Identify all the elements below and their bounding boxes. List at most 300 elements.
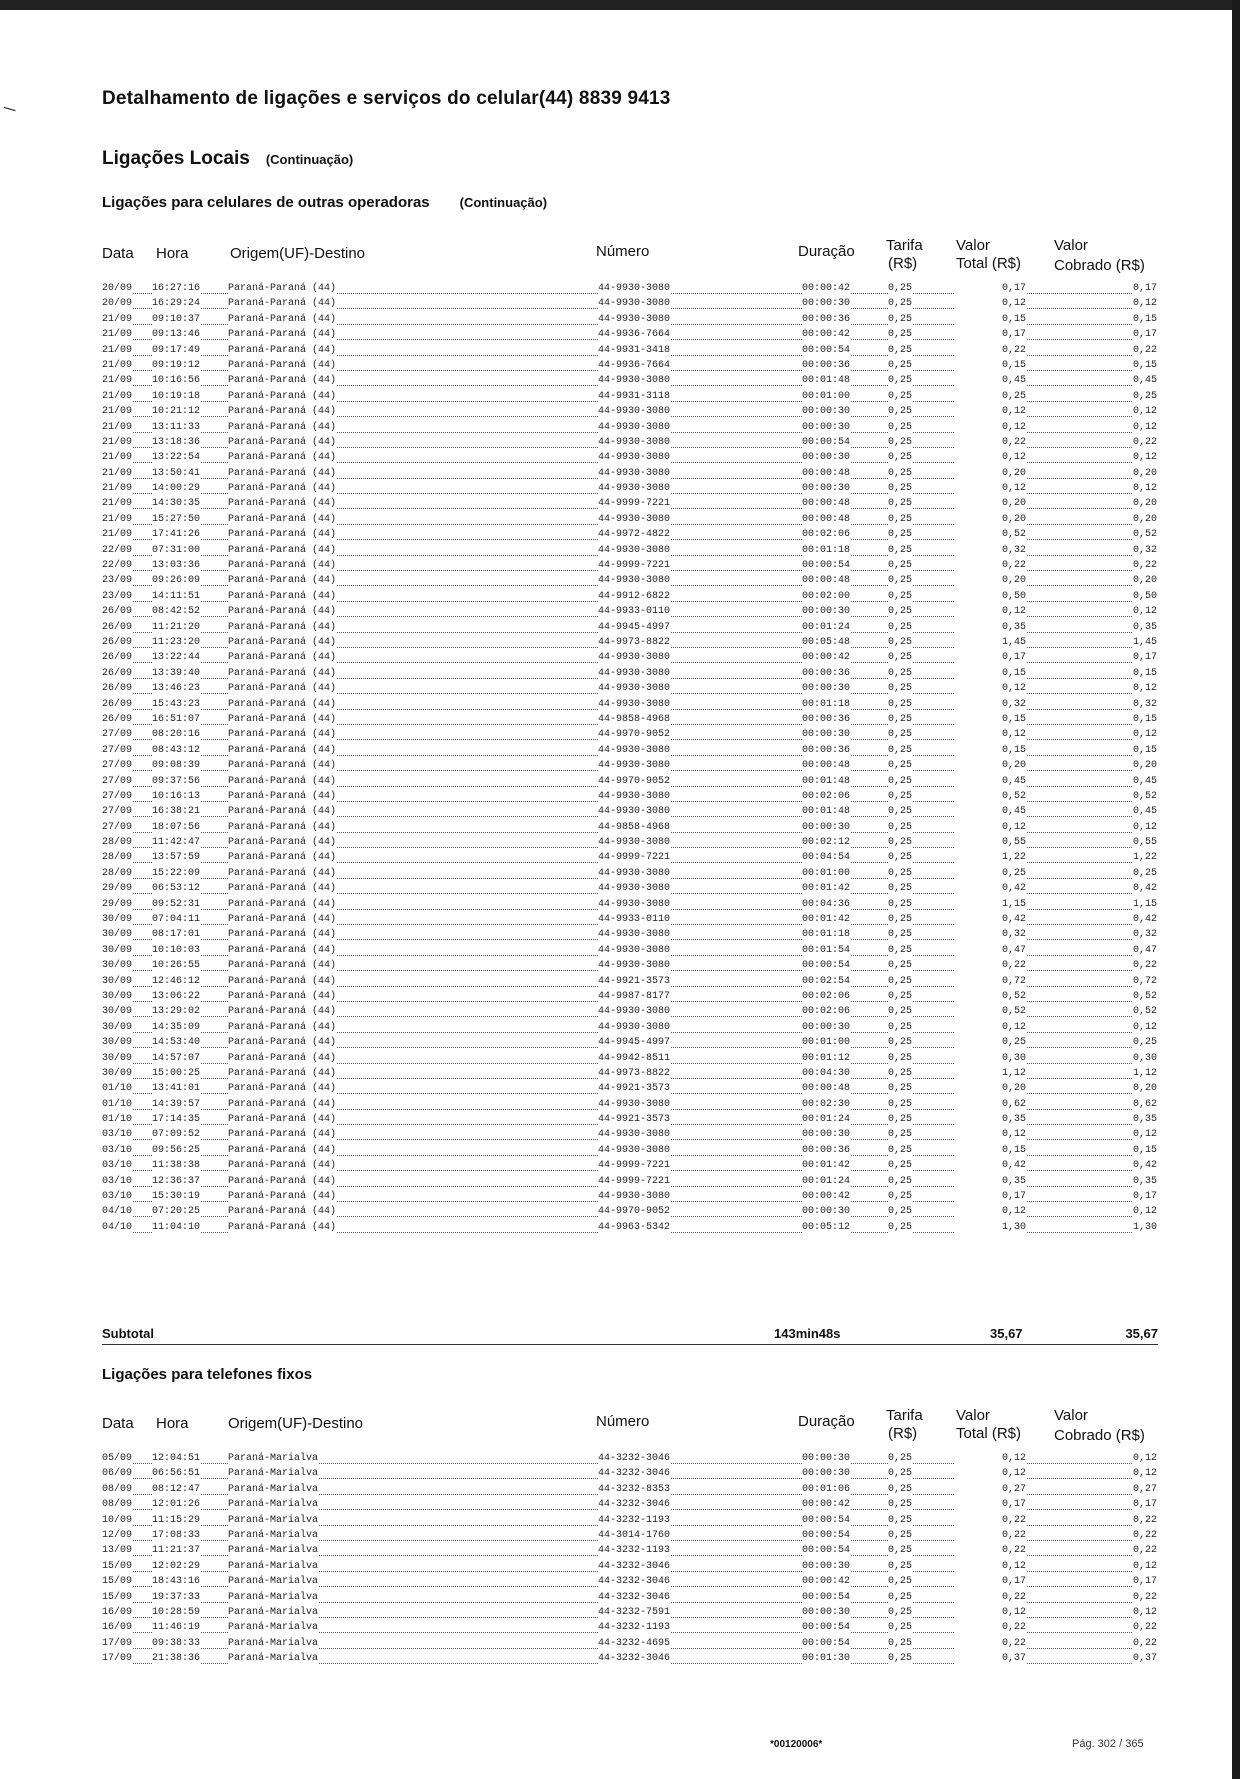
call-rate: 0,25 [888, 1160, 913, 1172]
call-origin: Paraná-Marialva [228, 1637, 319, 1649]
call-date: 03/10 [102, 1191, 133, 1203]
call-charged: 0,12 [1132, 483, 1157, 495]
table-row [102, 944, 1158, 959]
call-date: 27/09 [102, 806, 133, 818]
table-row [102, 1005, 1158, 1020]
call-number: 44-9921-3573 [598, 1114, 671, 1126]
call-origin: Paraná-Paraná (44) [228, 359, 337, 371]
call-time: 11:23:20 [152, 636, 201, 648]
call-number: 44-9930-3080 [598, 313, 671, 325]
call-total: 0,55 [954, 837, 1027, 849]
call-total: 0,12 [954, 683, 1027, 695]
col-cobrado: Valor [1054, 1407, 1088, 1424]
call-time: 11:21:20 [152, 621, 201, 633]
call-total: 0,37 [954, 1653, 1027, 1665]
call-number: 44-9945-4997 [598, 1037, 671, 1049]
call-duration: 00:01:42 [802, 914, 851, 926]
call-origin: Paraná-Paraná (44) [228, 1052, 337, 1064]
table-header-fixed [102, 1407, 1158, 1445]
call-rate: 0,25 [888, 990, 913, 1002]
call-number: 44-3232-8353 [598, 1483, 671, 1495]
col-cobrado-unit: Cobrado (R$) [1054, 257, 1145, 274]
call-date: 26/09 [102, 621, 133, 633]
call-rate: 0,25 [888, 852, 913, 864]
call-date: 01/10 [102, 1114, 133, 1126]
call-total: 0,25 [954, 391, 1027, 403]
call-duration: 00:00:36 [802, 359, 851, 371]
call-time: 18:07:56 [152, 821, 201, 833]
call-date: 26/09 [102, 698, 133, 710]
call-charged: 0,42 [1132, 914, 1157, 926]
barcode-text: *00120006* [770, 1739, 823, 1750]
call-origin: Paraná-Paraná (44) [228, 313, 337, 325]
call-number: 44-9973-8822 [598, 636, 671, 648]
call-time: 12:04:51 [152, 1453, 201, 1464]
table-row [102, 790, 1158, 805]
call-date: 12/09 [102, 1529, 133, 1541]
call-number: 44-3232-3046 [598, 1591, 671, 1603]
call-date: 27/09 [102, 729, 133, 741]
call-origin: Paraná-Paraná (44) [228, 1144, 337, 1156]
call-number: 44-9930-3080 [598, 544, 671, 556]
call-origin: Paraná-Paraná (44) [228, 683, 337, 695]
table-row [102, 1190, 1158, 1205]
call-duration: 00:00:48 [802, 760, 851, 772]
call-origin: Paraná-Paraná (44) [228, 636, 337, 648]
call-origin: Paraná-Paraná (44) [228, 960, 337, 972]
call-charged: 1,45 [1132, 636, 1157, 648]
call-total: 0,22 [954, 1545, 1027, 1557]
call-origin: Paraná-Marialva [228, 1499, 319, 1511]
table-row [102, 728, 1158, 743]
call-total: 0,22 [954, 1515, 1027, 1527]
call-time: 14:57:07 [152, 1052, 201, 1064]
call-duration: 00:00:30 [802, 683, 851, 695]
call-charged: 0,37 [1132, 1653, 1157, 1665]
call-rate: 0,25 [888, 775, 913, 787]
call-time: 11:42:47 [152, 837, 201, 849]
call-charged: 0,25 [1132, 390, 1157, 402]
call-date: 30/09 [102, 929, 133, 941]
call-time: 15:43:23 [152, 698, 201, 710]
call-charged: 0,25 [1132, 867, 1157, 879]
col-total: Valor [956, 1407, 990, 1424]
call-number: 44-9930-3080 [598, 436, 671, 448]
call-charged: 0,22 [1132, 960, 1157, 972]
table-row [102, 390, 1158, 405]
table-row [102, 1544, 1158, 1559]
call-rate: 0,25 [888, 329, 913, 341]
call-number: 44-9930-3080 [598, 1129, 671, 1141]
call-origin: Paraná-Paraná (44) [228, 760, 337, 772]
call-number: 44-9936-7664 [598, 329, 671, 341]
call-total: 0,20 [954, 1083, 1027, 1095]
table-row [102, 421, 1158, 436]
table-row [102, 405, 1158, 420]
call-list-mobile [102, 282, 1158, 1236]
col-hora: Hora [156, 245, 189, 262]
call-date: 21/09 [102, 421, 133, 433]
call-time: 16:51:07 [152, 713, 201, 725]
table-row [102, 1128, 1158, 1143]
call-time: 09:13:46 [152, 329, 201, 341]
call-rate: 0,25 [888, 1129, 913, 1141]
call-number: 44-9999-7221 [598, 498, 671, 510]
table-row [102, 1637, 1158, 1652]
call-rate: 0,25 [888, 1144, 913, 1156]
call-date: 28/09 [102, 867, 133, 879]
call-rate: 0,25 [888, 867, 913, 879]
call-time: 10:16:56 [152, 375, 201, 387]
call-number: 44-9970-9052 [598, 775, 671, 787]
call-rate: 0,25 [888, 313, 913, 325]
call-time: 09:56:25 [152, 1144, 201, 1156]
table-row [102, 1021, 1158, 1036]
call-duration: 00:01:00 [802, 390, 851, 402]
call-rate: 0,25 [888, 1499, 913, 1511]
call-time: 10:10:03 [152, 944, 201, 956]
call-rate: 0,25 [888, 914, 913, 926]
call-date: 03/10 [102, 1175, 133, 1187]
call-charged: 0,35 [1132, 1175, 1157, 1187]
call-time: 07:09:52 [152, 1129, 201, 1141]
call-total: 0,20 [954, 760, 1027, 772]
call-number: 44-3232-3046 [598, 1453, 671, 1464]
call-duration: 00:01:24 [802, 1114, 851, 1126]
call-rate: 0,25 [888, 821, 913, 833]
call-number: 44-9999-7221 [598, 852, 671, 864]
call-time: 13:22:54 [152, 452, 201, 464]
call-time: 17:41:26 [152, 529, 201, 541]
call-time: 13:57:59 [152, 852, 201, 864]
call-origin: Paraná-Paraná (44) [228, 1006, 337, 1018]
call-origin: Paraná-Paraná (44) [228, 590, 337, 602]
call-origin: Paraná-Paraná (44) [228, 883, 337, 895]
call-charged: 0,20 [1132, 513, 1157, 525]
call-origin: Paraná-Paraná (44) [228, 975, 337, 987]
call-number: 44-9999-7221 [598, 560, 671, 572]
table-row [102, 497, 1158, 512]
call-rate: 0,25 [888, 1114, 913, 1126]
call-total: 0,52 [954, 791, 1027, 803]
call-time: 09:19:12 [152, 359, 201, 371]
call-rate: 0,25 [888, 1591, 913, 1603]
call-origin: Paraná-Paraná (44) [228, 698, 337, 710]
call-number: 44-9963-5342 [598, 1221, 671, 1233]
call-total: 0,22 [954, 1530, 1027, 1542]
call-total: 0,20 [954, 468, 1027, 480]
call-origin: Paraná-Paraná (44) [228, 283, 337, 294]
call-date: 16/09 [102, 1606, 133, 1618]
table-row [102, 959, 1158, 974]
call-duration: 00:00:36 [802, 713, 851, 725]
call-origin: Paraná-Marialva [228, 1483, 319, 1495]
call-date: 22/09 [102, 544, 133, 556]
call-number: 44-9930-3080 [598, 406, 671, 418]
call-rate: 0,25 [888, 975, 913, 987]
call-origin: Paraná-Paraná (44) [228, 1221, 337, 1233]
call-charged: 0,17 [1132, 329, 1157, 341]
call-duration: 00:02:06 [802, 790, 851, 802]
call-charged: 0,55 [1132, 837, 1157, 849]
call-rate: 0,25 [888, 375, 913, 387]
call-charged: 0,45 [1132, 806, 1157, 818]
call-duration: 00:00:48 [802, 575, 851, 587]
call-duration: 00:01:54 [802, 944, 851, 956]
call-total: 1,45 [954, 637, 1027, 649]
call-origin: Paraná-Paraná (44) [228, 867, 337, 879]
call-time: 12:46:12 [152, 975, 201, 987]
call-total: 0,15 [954, 1145, 1027, 1157]
call-duration: 00:02:00 [802, 590, 851, 602]
subtotal-total: 35,67 [990, 1326, 1023, 1341]
call-number: 44-3232-1193 [598, 1514, 671, 1526]
call-number: 44-9936-7664 [598, 359, 671, 371]
call-origin: Paraná-Paraná (44) [228, 467, 337, 479]
call-number: 44-9931-3418 [598, 344, 671, 356]
call-duration: 00:00:48 [802, 467, 851, 479]
call-origin: Paraná-Marialva [228, 1653, 319, 1665]
call-origin: Paraná-Paraná (44) [228, 1037, 337, 1049]
call-time: 09:52:31 [152, 898, 201, 910]
call-charged: 0,12 [1132, 1021, 1157, 1033]
call-duration: 00:00:36 [802, 313, 851, 325]
call-charged: 0,12 [1132, 606, 1157, 618]
call-number: 44-3232-1193 [598, 1545, 671, 1557]
table-row [102, 1113, 1158, 1128]
call-total: 1,22 [954, 852, 1027, 864]
call-rate: 0,25 [888, 760, 913, 772]
call-time: 16:29:24 [152, 298, 201, 310]
call-total: 0,17 [954, 1191, 1027, 1203]
call-rate: 0,25 [888, 1576, 913, 1588]
call-rate: 0,25 [888, 1637, 913, 1649]
call-number: 44-9931-3118 [598, 390, 671, 402]
table-header [102, 237, 1158, 275]
call-duration: 00:01:30 [802, 1653, 851, 1665]
call-rate: 0,25 [888, 667, 913, 679]
call-date: 21/09 [102, 467, 133, 479]
call-origin: Paraná-Marialva [228, 1560, 319, 1572]
call-origin: Paraná-Marialva [228, 1453, 319, 1464]
call-charged: 0,22 [1132, 1514, 1157, 1526]
call-total: 0,52 [954, 1006, 1027, 1018]
call-date: 26/09 [102, 713, 133, 725]
call-duration: 00:02:12 [802, 837, 851, 849]
call-origin: Paraná-Paraná (44) [228, 837, 337, 849]
col-total: Valor [956, 237, 990, 254]
table-row [102, 513, 1158, 528]
call-date: 30/09 [102, 1052, 133, 1064]
call-number: 44-9930-3080 [598, 283, 671, 294]
call-origin: Paraná-Paraná (44) [228, 390, 337, 402]
call-total: 0,32 [954, 545, 1027, 557]
call-rate: 0,25 [888, 1191, 913, 1203]
call-charged: 0,15 [1132, 713, 1157, 725]
table-row [102, 1467, 1158, 1482]
call-duration: 00:00:54 [802, 1591, 851, 1603]
call-duration: 00:00:30 [802, 1206, 851, 1218]
call-charged: 0,17 [1132, 283, 1157, 294]
call-charged: 0,20 [1132, 467, 1157, 479]
call-time: 17:08:33 [152, 1529, 201, 1541]
call-date: 21/09 [102, 329, 133, 341]
table-row [102, 436, 1158, 451]
table-row [102, 698, 1158, 713]
call-time: 12:01:26 [152, 1499, 201, 1511]
table-row [102, 528, 1158, 543]
call-total: 0,15 [954, 714, 1027, 726]
call-total: 0,17 [954, 329, 1027, 341]
call-number: 44-9933-0110 [598, 606, 671, 618]
call-origin: Paraná-Paraná (44) [228, 1206, 337, 1218]
call-number: 44-9930-3080 [598, 1006, 671, 1018]
call-origin: Paraná-Paraná (44) [228, 1067, 337, 1079]
call-rate: 0,25 [888, 421, 913, 433]
call-total: 0,52 [954, 991, 1027, 1003]
call-date: 22/09 [102, 560, 133, 572]
col-cobrado: Valor [1054, 237, 1088, 254]
call-duration: 00:02:06 [802, 1006, 851, 1018]
call-duration: 00:02:54 [802, 975, 851, 987]
call-total: 0,45 [954, 375, 1027, 387]
call-origin: Paraná-Paraná (44) [228, 667, 337, 679]
call-date: 10/09 [102, 1514, 133, 1526]
call-origin: Paraná-Paraná (44) [228, 1160, 337, 1172]
call-time: 11:15:29 [152, 1514, 201, 1526]
call-number: 44-9930-3080 [598, 683, 671, 695]
call-charged: 0,42 [1132, 1160, 1157, 1172]
call-total: 0,62 [954, 1099, 1027, 1111]
call-duration: 00:00:48 [802, 498, 851, 510]
call-origin: Paraná-Paraná (44) [228, 852, 337, 864]
table-row [102, 1175, 1158, 1190]
call-date: 15/09 [102, 1560, 133, 1572]
call-total: 1,12 [954, 1068, 1027, 1080]
call-origin: Paraná-Paraná (44) [228, 498, 337, 510]
call-rate: 0,25 [888, 621, 913, 633]
call-time: 13:22:44 [152, 652, 201, 664]
call-duration: 00:01:42 [802, 883, 851, 895]
call-time: 09:26:09 [152, 575, 201, 587]
call-rate: 0,25 [888, 1483, 913, 1495]
table-row [102, 328, 1158, 343]
table-row [102, 1159, 1158, 1174]
call-number: 44-3232-3046 [598, 1560, 671, 1572]
call-total: 0,42 [954, 883, 1027, 895]
call-number: 44-9930-3080 [598, 667, 671, 679]
call-rate: 0,25 [888, 298, 913, 310]
call-duration: 00:00:48 [802, 513, 851, 525]
call-charged: 0,12 [1132, 1453, 1157, 1464]
call-number: 44-9930-3080 [598, 806, 671, 818]
col-tarifa-unit: (R$) [888, 255, 918, 272]
call-rate: 0,25 [888, 729, 913, 741]
call-time: 13:18:36 [152, 436, 201, 448]
call-total: 1,15 [954, 899, 1027, 911]
call-duration: 00:00:30 [802, 1468, 851, 1480]
call-charged: 0,22 [1132, 1545, 1157, 1557]
call-number: 44-9999-7221 [598, 1160, 671, 1172]
table-row [102, 1036, 1158, 1051]
call-number: 44-9930-3080 [598, 421, 671, 433]
call-rate: 0,25 [888, 883, 913, 895]
call-duration: 00:00:54 [802, 1622, 851, 1634]
table-row [102, 282, 1158, 297]
table-row [102, 990, 1158, 1005]
call-number: 44-9973-8822 [598, 1067, 671, 1079]
col-data: Data [102, 1415, 134, 1432]
call-duration: 00:01:24 [802, 1175, 851, 1187]
call-date: 30/09 [102, 1067, 133, 1079]
call-rate: 0,25 [888, 790, 913, 802]
call-origin: Paraná-Paraná (44) [228, 329, 337, 341]
call-origin: Paraná-Paraná (44) [228, 1114, 337, 1126]
call-charged: 0,17 [1132, 652, 1157, 664]
call-rate: 0,25 [888, 1514, 913, 1526]
call-duration: 00:00:54 [802, 960, 851, 972]
call-duration: 00:00:36 [802, 744, 851, 756]
call-origin: Paraná-Marialva [228, 1545, 319, 1557]
call-time: 15:30:19 [152, 1191, 201, 1203]
call-total: 0,22 [954, 560, 1027, 572]
call-total: 0,12 [954, 298, 1027, 310]
call-origin: Paraná-Paraná (44) [228, 790, 337, 802]
call-total: 0,25 [954, 1037, 1027, 1049]
call-time: 09:08:39 [152, 760, 201, 772]
section-title [102, 148, 353, 170]
call-rate: 0,25 [888, 1021, 913, 1033]
call-total: 0,17 [954, 652, 1027, 664]
call-rate: 0,25 [888, 544, 913, 556]
call-total: 0,12 [954, 1561, 1027, 1573]
call-rate: 0,25 [888, 960, 913, 972]
call-charged: 0,42 [1132, 883, 1157, 895]
call-charged: 0,12 [1132, 683, 1157, 695]
call-total: 0,42 [954, 1160, 1027, 1172]
call-duration: 00:00:42 [802, 283, 851, 294]
table-row [102, 913, 1158, 928]
call-number: 44-9930-3080 [598, 1191, 671, 1203]
call-date: 15/09 [102, 1576, 133, 1588]
call-duration: 00:00:42 [802, 1576, 851, 1588]
call-number: 44-3232-3046 [598, 1468, 671, 1480]
call-origin: Paraná-Marialva [228, 1576, 319, 1588]
call-duration: 00:01:18 [802, 698, 851, 710]
call-total: 0,35 [954, 622, 1027, 634]
call-total: 0,17 [954, 283, 1027, 295]
call-total: 0,20 [954, 498, 1027, 510]
call-date: 21/09 [102, 390, 133, 402]
col-numero: Número [596, 243, 650, 260]
call-time: 14:00:29 [152, 483, 201, 495]
call-duration: 00:01:18 [802, 544, 851, 556]
call-total: 0,15 [954, 745, 1027, 757]
table-row [102, 605, 1158, 620]
table-row [102, 682, 1158, 697]
call-rate: 0,25 [888, 283, 913, 294]
call-total: 0,22 [954, 437, 1027, 449]
call-rate: 0,25 [888, 929, 913, 941]
table-row [102, 467, 1158, 482]
call-rate: 0,25 [888, 513, 913, 525]
call-charged: 0,12 [1132, 1129, 1157, 1141]
call-total: 0,22 [954, 960, 1027, 972]
call-date: 27/09 [102, 790, 133, 802]
call-charged: 0,20 [1132, 760, 1157, 772]
call-time: 14:11:51 [152, 590, 201, 602]
call-date: 21/09 [102, 436, 133, 448]
